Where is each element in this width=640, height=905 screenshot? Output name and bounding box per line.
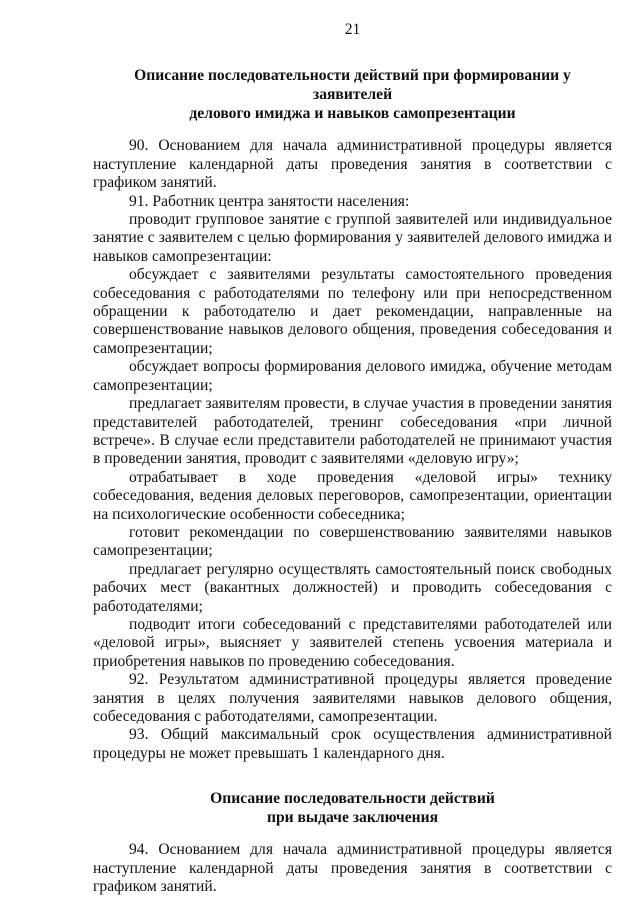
paragraph-offer-training: предлагает заявителям провести, в случае участия в проведении занятия представителей работодателей, тренинг собеседования «при личной встрече». В случае если представители работодателей не принимают участия в проведении занятия, проводит с заявителями «деловую игру»; [93,395,612,468]
page-number: 21 [344,21,361,38]
paragraph-prepare-recommendations: готовит рекомендации по совершенствованию заявителями навыков самопрезентации; [93,523,612,560]
paragraph-group-session: проводит групповое занятие с группой заявителей или индивидуальное занятие с заявителем с целью формирования у заявителей делового имиджа и навыков самопрезентации: [93,211,612,265]
paragraph-91: 91. Работник центра занятости населения: [129,192,410,210]
section-heading-line-2: делового имиджа и навыков самопрезентации [189,105,516,123]
paragraph-90: 90. Основанием для начала административной процедуры является наступление календарной даты проведения занятия в соответствии с графиком занятий. [93,137,612,192]
section-heading-line-2: при выдаче заключения [266,809,439,827]
section-heading-conclusion [93,789,612,827]
paragraph-discuss-results: обсуждает с заявителями результаты самостоятельного проведения собеседования с работодателями по телефону или при непосредственном обращении к работодателю и дает рекомендации, направленные на совершенствование навыков делового общения, проведения собеседования и самопрезентации; [93,266,612,357]
section-body-image-formation [93,137,612,763]
section-heading-line-1: Описание последовательности действий при формировании у заявителей [134,67,571,104]
paragraph-93: 93. Общий максимальный срок осуществления административной процедуры не может превышать 1 календарного дня. [93,726,612,762]
paragraph-job-search: предлагает регулярно осуществлять самостоятельный поиск свободных рабочих мест (вакантных должностей) и проводить собеседования с работодателями; [93,560,612,615]
section-body-conclusion [93,841,612,896]
paragraph-92: 92. Результатом административной процедуры является проведение занятия в целях получения заявителями навыков делового общения, собеседования с работодателями, самопрезентации. [93,671,612,725]
section-spacer [93,763,612,789]
section-heading-line-1: Описание последовательности действий [210,790,495,808]
section-heading-image-formation [93,66,612,123]
paragraph-discuss-image: обсуждает вопросы формирования делового имиджа, обучение методам самопрезентации; [93,358,612,394]
paragraph-94: 94. Основанием для начала административной процедуры является наступление календарной даты проведения занятия в соответствии с графиком занятий. [93,841,612,896]
paragraph-summarize: подводит итоги собеседований с представителями работодателей или «деловой игры», выясняет у заявителей степень усвоения материала и приобретения навыков по проведению собеседования. [93,615,612,670]
paragraph-practice-technique: отрабатывает в ходе проведения «деловой игры» технику собеседования, ведения деловых переговоров, самопрезентации, ориентации на психологические особенности собеседника; [93,468,612,523]
